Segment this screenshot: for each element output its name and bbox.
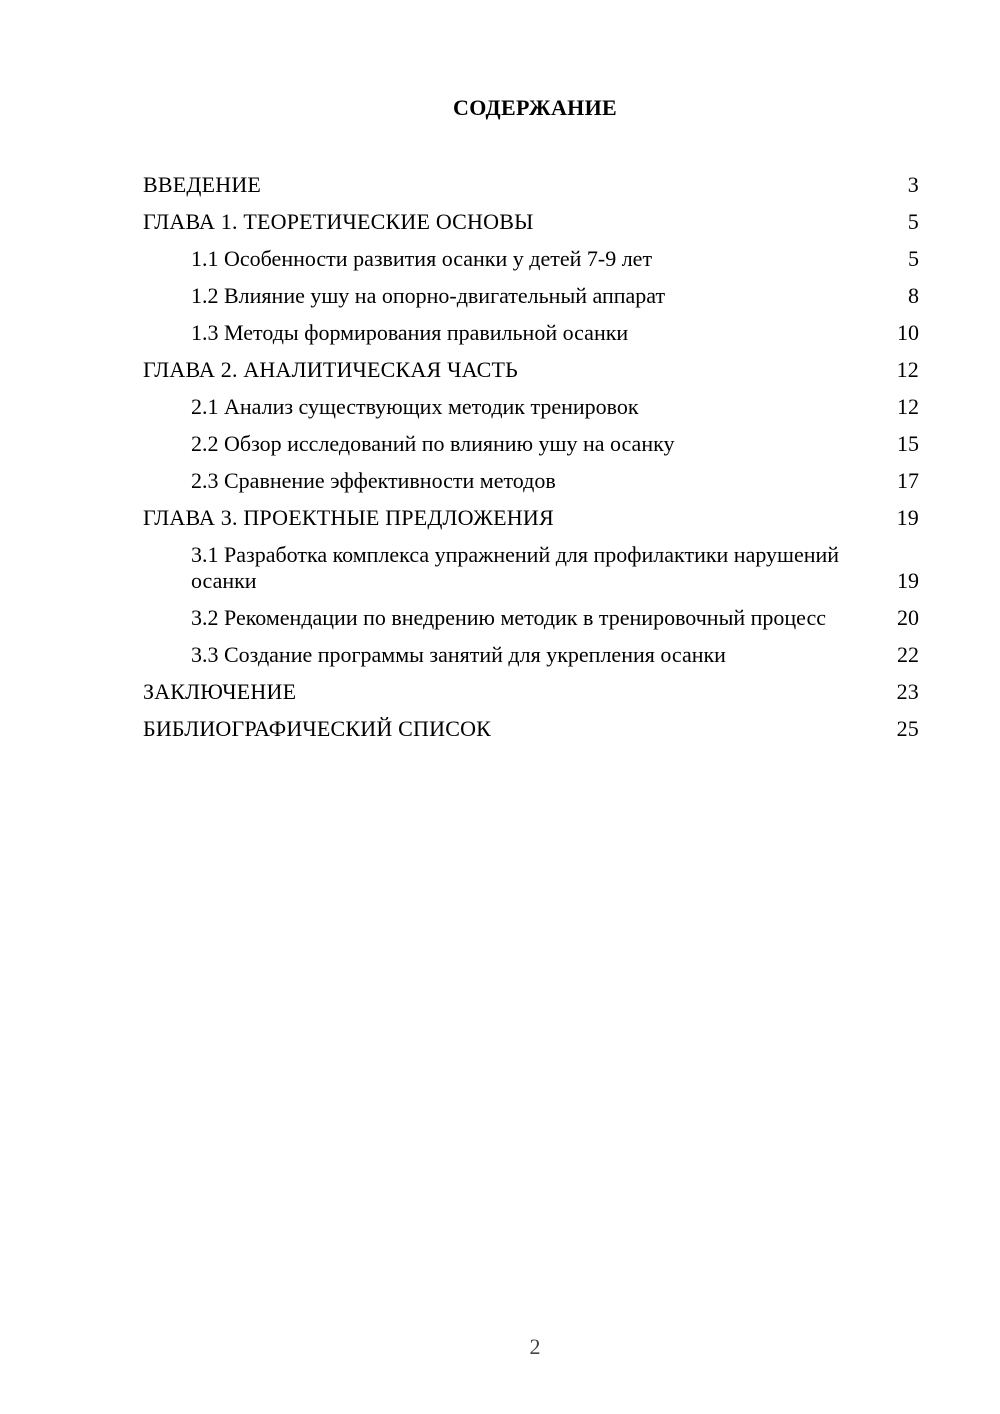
toc-subentry-label: 2.3 Сравнение эффективности методов xyxy=(191,468,556,493)
toc-subentry-label: 1.3 Методы формирования правильной осанки xyxy=(191,320,629,345)
toc-entry xyxy=(143,352,919,389)
toc-entry-page: 19 xyxy=(896,505,919,530)
toc-entry xyxy=(143,711,919,748)
page-number: 2 xyxy=(529,1334,541,1359)
toc-subentry-page: 17 xyxy=(897,468,919,493)
toc-subentry xyxy=(143,426,919,463)
toc-subentry xyxy=(143,637,919,674)
toc-entry-page: 23 xyxy=(896,679,919,704)
toc-subentry xyxy=(143,315,919,352)
toc-subentry xyxy=(143,600,919,637)
table-of-contents xyxy=(143,167,919,748)
toc-subentry xyxy=(143,537,919,600)
toc-entry-label: БИБЛИОГРАФИЧЕСКИЙ СПИСОК xyxy=(143,716,492,741)
toc-subentry xyxy=(143,241,919,278)
toc-entry-label: ЗАКЛЮЧЕНИЕ xyxy=(143,679,297,704)
toc-entry-page: 3 xyxy=(907,172,919,197)
toc-entry xyxy=(143,204,919,241)
toc-subentry-page: 5 xyxy=(908,246,919,271)
toc-entry xyxy=(143,167,919,204)
toc-entry-label: ГЛАВА 2. АНАЛИТИЧЕСКАЯ ЧАСТЬ xyxy=(143,357,518,382)
toc-entry-label: ВВЕДЕНИЕ xyxy=(143,172,262,197)
toc-entry xyxy=(143,500,919,537)
toc-subentry-page: 20 xyxy=(897,605,919,630)
toc-subentry-label: 1.2 Влияние ушу на опорно-двигательный аппарат xyxy=(191,283,666,308)
toc-subentry-page: 22 xyxy=(897,642,919,667)
toc-subentry xyxy=(143,463,919,500)
toc-title: СОДЕРЖАНИЕ xyxy=(453,95,617,120)
toc-subentry-label: 3.1 Разработка комплекса упражнений для профилактики нарушений осанки xyxy=(191,542,840,593)
toc-subentry-label: 2.2 Обзор исследований по влиянию ушу на осанку xyxy=(191,431,675,456)
toc-subentry-page: 8 xyxy=(908,283,919,308)
toc-subentry xyxy=(143,278,919,315)
toc-entry-page: 5 xyxy=(907,209,919,234)
toc-entry-page: 12 xyxy=(896,357,919,382)
toc-subentry-label: 3.3 Создание программы занятий для укрепления осанки xyxy=(191,642,726,667)
toc-subentry-page: 19 xyxy=(897,568,919,593)
toc-entry-label: ГЛАВА 3. ПРОЕКТНЫЕ ПРЕДЛОЖЕНИЯ xyxy=(143,505,554,530)
toc-subentry-page: 15 xyxy=(897,431,919,456)
toc-entry-label: ГЛАВА 1. ТЕОРЕТИЧЕСКИЕ ОСНОВЫ xyxy=(143,209,534,234)
toc-subentry-label: 2.1 Анализ существующих методик тренировок xyxy=(191,394,639,419)
toc-subentry-label: 3.2 Рекомендации по внедрению методик в тренировочный процесс xyxy=(191,605,827,630)
toc-subentry-page: 12 xyxy=(897,394,919,419)
toc-entry xyxy=(143,674,919,711)
toc-subentry-label: 1.1 Особенности развития осанки у детей 7-9 лет xyxy=(191,246,653,271)
toc-subentry-page: 10 xyxy=(897,320,919,345)
toc-entry-page: 25 xyxy=(896,716,919,741)
toc-subentry xyxy=(143,389,919,426)
